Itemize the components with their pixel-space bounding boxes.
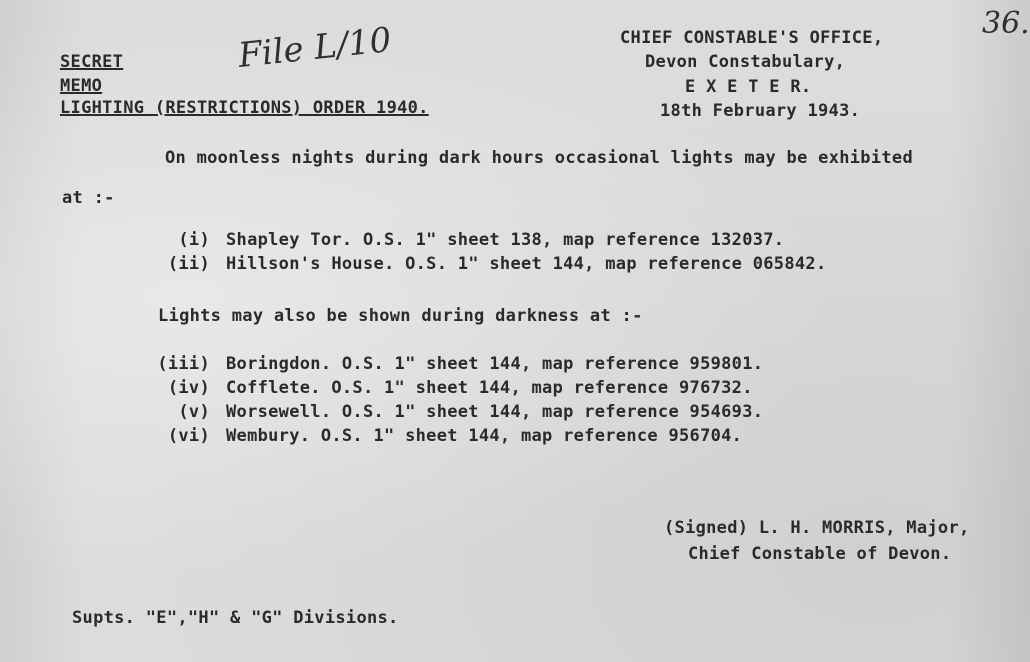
distribution-line: Supts. "E","H" & "G" Divisions. — [72, 608, 399, 628]
item-number: (iii) — [157, 354, 210, 374]
item-text: Wembury. O.S. 1" sheet 144, map reference 956704. — [226, 426, 743, 446]
order-title: LIGHTING (RESTRICTIONS) ORDER 1940. — [60, 98, 429, 118]
memo-label: MEMO — [60, 76, 103, 96]
city-name: E X E T E R. — [685, 77, 812, 97]
signature-line-2: Chief Constable of Devon. — [688, 544, 952, 564]
item-number: (iv) — [167, 378, 210, 398]
item-text: Hillson's House. O.S. 1" sheet 144, map reference 065842. — [226, 254, 827, 274]
list-item — [140, 426, 742, 446]
list-item — [140, 402, 763, 422]
item-text: Worsewell. O.S. 1" sheet 144, map reference 954693. — [226, 402, 764, 422]
handwritten-page-number: 36. — [982, 6, 1030, 41]
item-text: Shapley Tor. O.S. 1" sheet 138, map reference 132037. — [226, 230, 785, 250]
item-text: Boringdon. O.S. 1" sheet 144, map reference 959801. — [226, 354, 764, 374]
office-name: CHIEF CONSTABLE'S OFFICE, — [620, 28, 884, 48]
classification-label: SECRET — [60, 52, 124, 72]
item-text: Cofflete. O.S. 1" sheet 144, map reference 976732. — [226, 378, 753, 398]
force-name: Devon Constabulary, — [645, 52, 846, 72]
item-number: (v) — [178, 402, 210, 422]
item-number: (ii) — [167, 254, 210, 274]
intro-line-2: at :- — [62, 188, 115, 208]
handwritten-file-note: File L/10 — [236, 20, 394, 76]
memo-date: 18th February 1943. — [660, 101, 861, 121]
item-number: (vi) — [167, 426, 210, 446]
list-item — [140, 254, 827, 274]
item-number: (i) — [178, 230, 210, 250]
list-item — [140, 230, 784, 250]
intro-line-1: On moonless nights during dark hours occasional lights may be exhibited — [165, 148, 913, 168]
signature-line-1: (Signed) L. H. MORRIS, Major, — [664, 518, 970, 538]
list-item — [140, 378, 753, 398]
paragraph-2: Lights may also be shown during darkness at :- — [158, 306, 643, 326]
list-item — [140, 354, 763, 374]
